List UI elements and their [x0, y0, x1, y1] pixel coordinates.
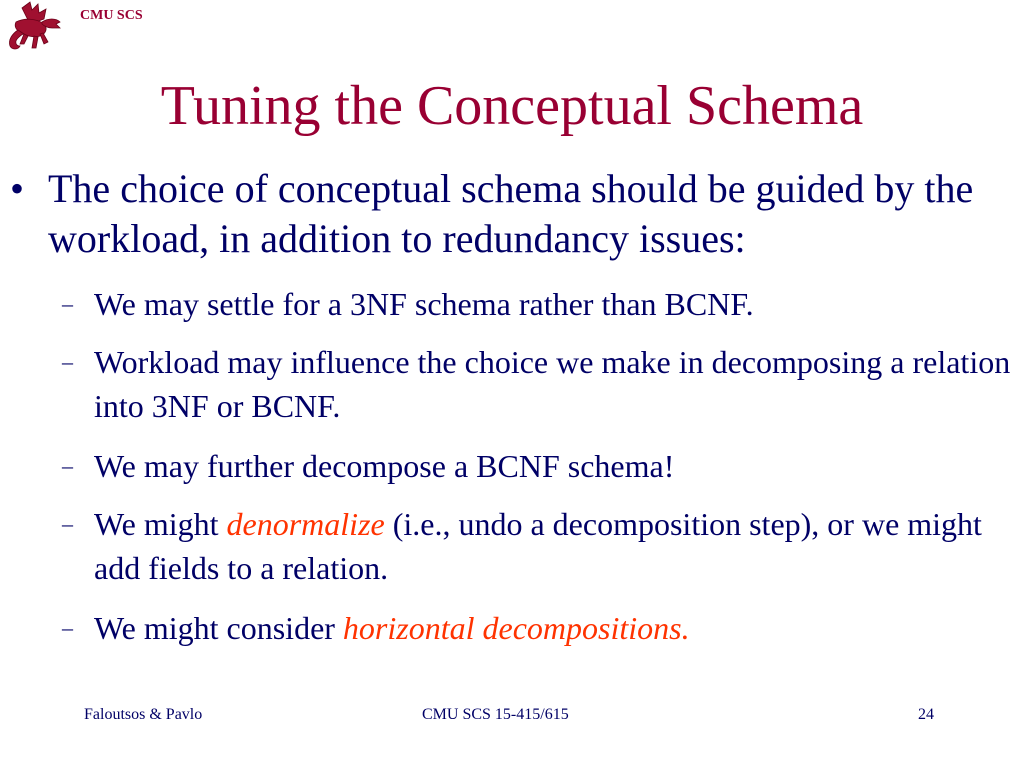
sub-bullet-marker: –: [62, 349, 73, 374]
main-bullet-text: The choice of conceptual schema should be guided by the workload, in addition to redundancy issues:: [48, 166, 974, 261]
sub-bullet-text: We may further decompose a BCNF schema!: [94, 448, 675, 484]
slide-title: Tuning the Conceptual Schema: [160, 75, 864, 137]
sub-bullet-text: We might denormalize (i.e., undo a decomposition step), or we might add fields to a relation.: [94, 506, 982, 586]
sub-bullet: [62, 444, 1012, 488]
sub-bullet-text: We may settle for a 3NF schema rather than BCNF.: [94, 286, 754, 322]
emphasis-horizontal-decompositions: horizontal decompositions: [342, 610, 682, 646]
sub-bullet-marker: –: [62, 511, 73, 536]
sub-bullet: [62, 340, 1012, 428]
sub-bullet-marker: –: [62, 453, 73, 478]
brand-label: CMU SCS: [80, 8, 143, 23]
footer-page-number: 24: [918, 706, 934, 723]
sub-bullet: [62, 606, 1012, 650]
bullet-marker: •: [10, 166, 25, 211]
sub-bullet-text: We might consider horizontal decompositions.: [94, 610, 690, 646]
sub-bullet-marker: –: [62, 291, 73, 316]
sub-bullet-text: Workload may influence the choice we make in decomposing a relation into 3NF or BCNF.: [94, 344, 1011, 424]
main-bullet: [10, 164, 1000, 264]
emphasis-denormalize: denormalize: [226, 506, 385, 542]
sub-bullet-marker: –: [62, 615, 73, 640]
sub-bullet: [62, 502, 1012, 590]
footer-course: CMU SCS 15-415/615: [422, 706, 569, 723]
sub-bullet: [62, 282, 1012, 326]
footer-authors: Faloutsos & Pavlo: [84, 706, 203, 723]
